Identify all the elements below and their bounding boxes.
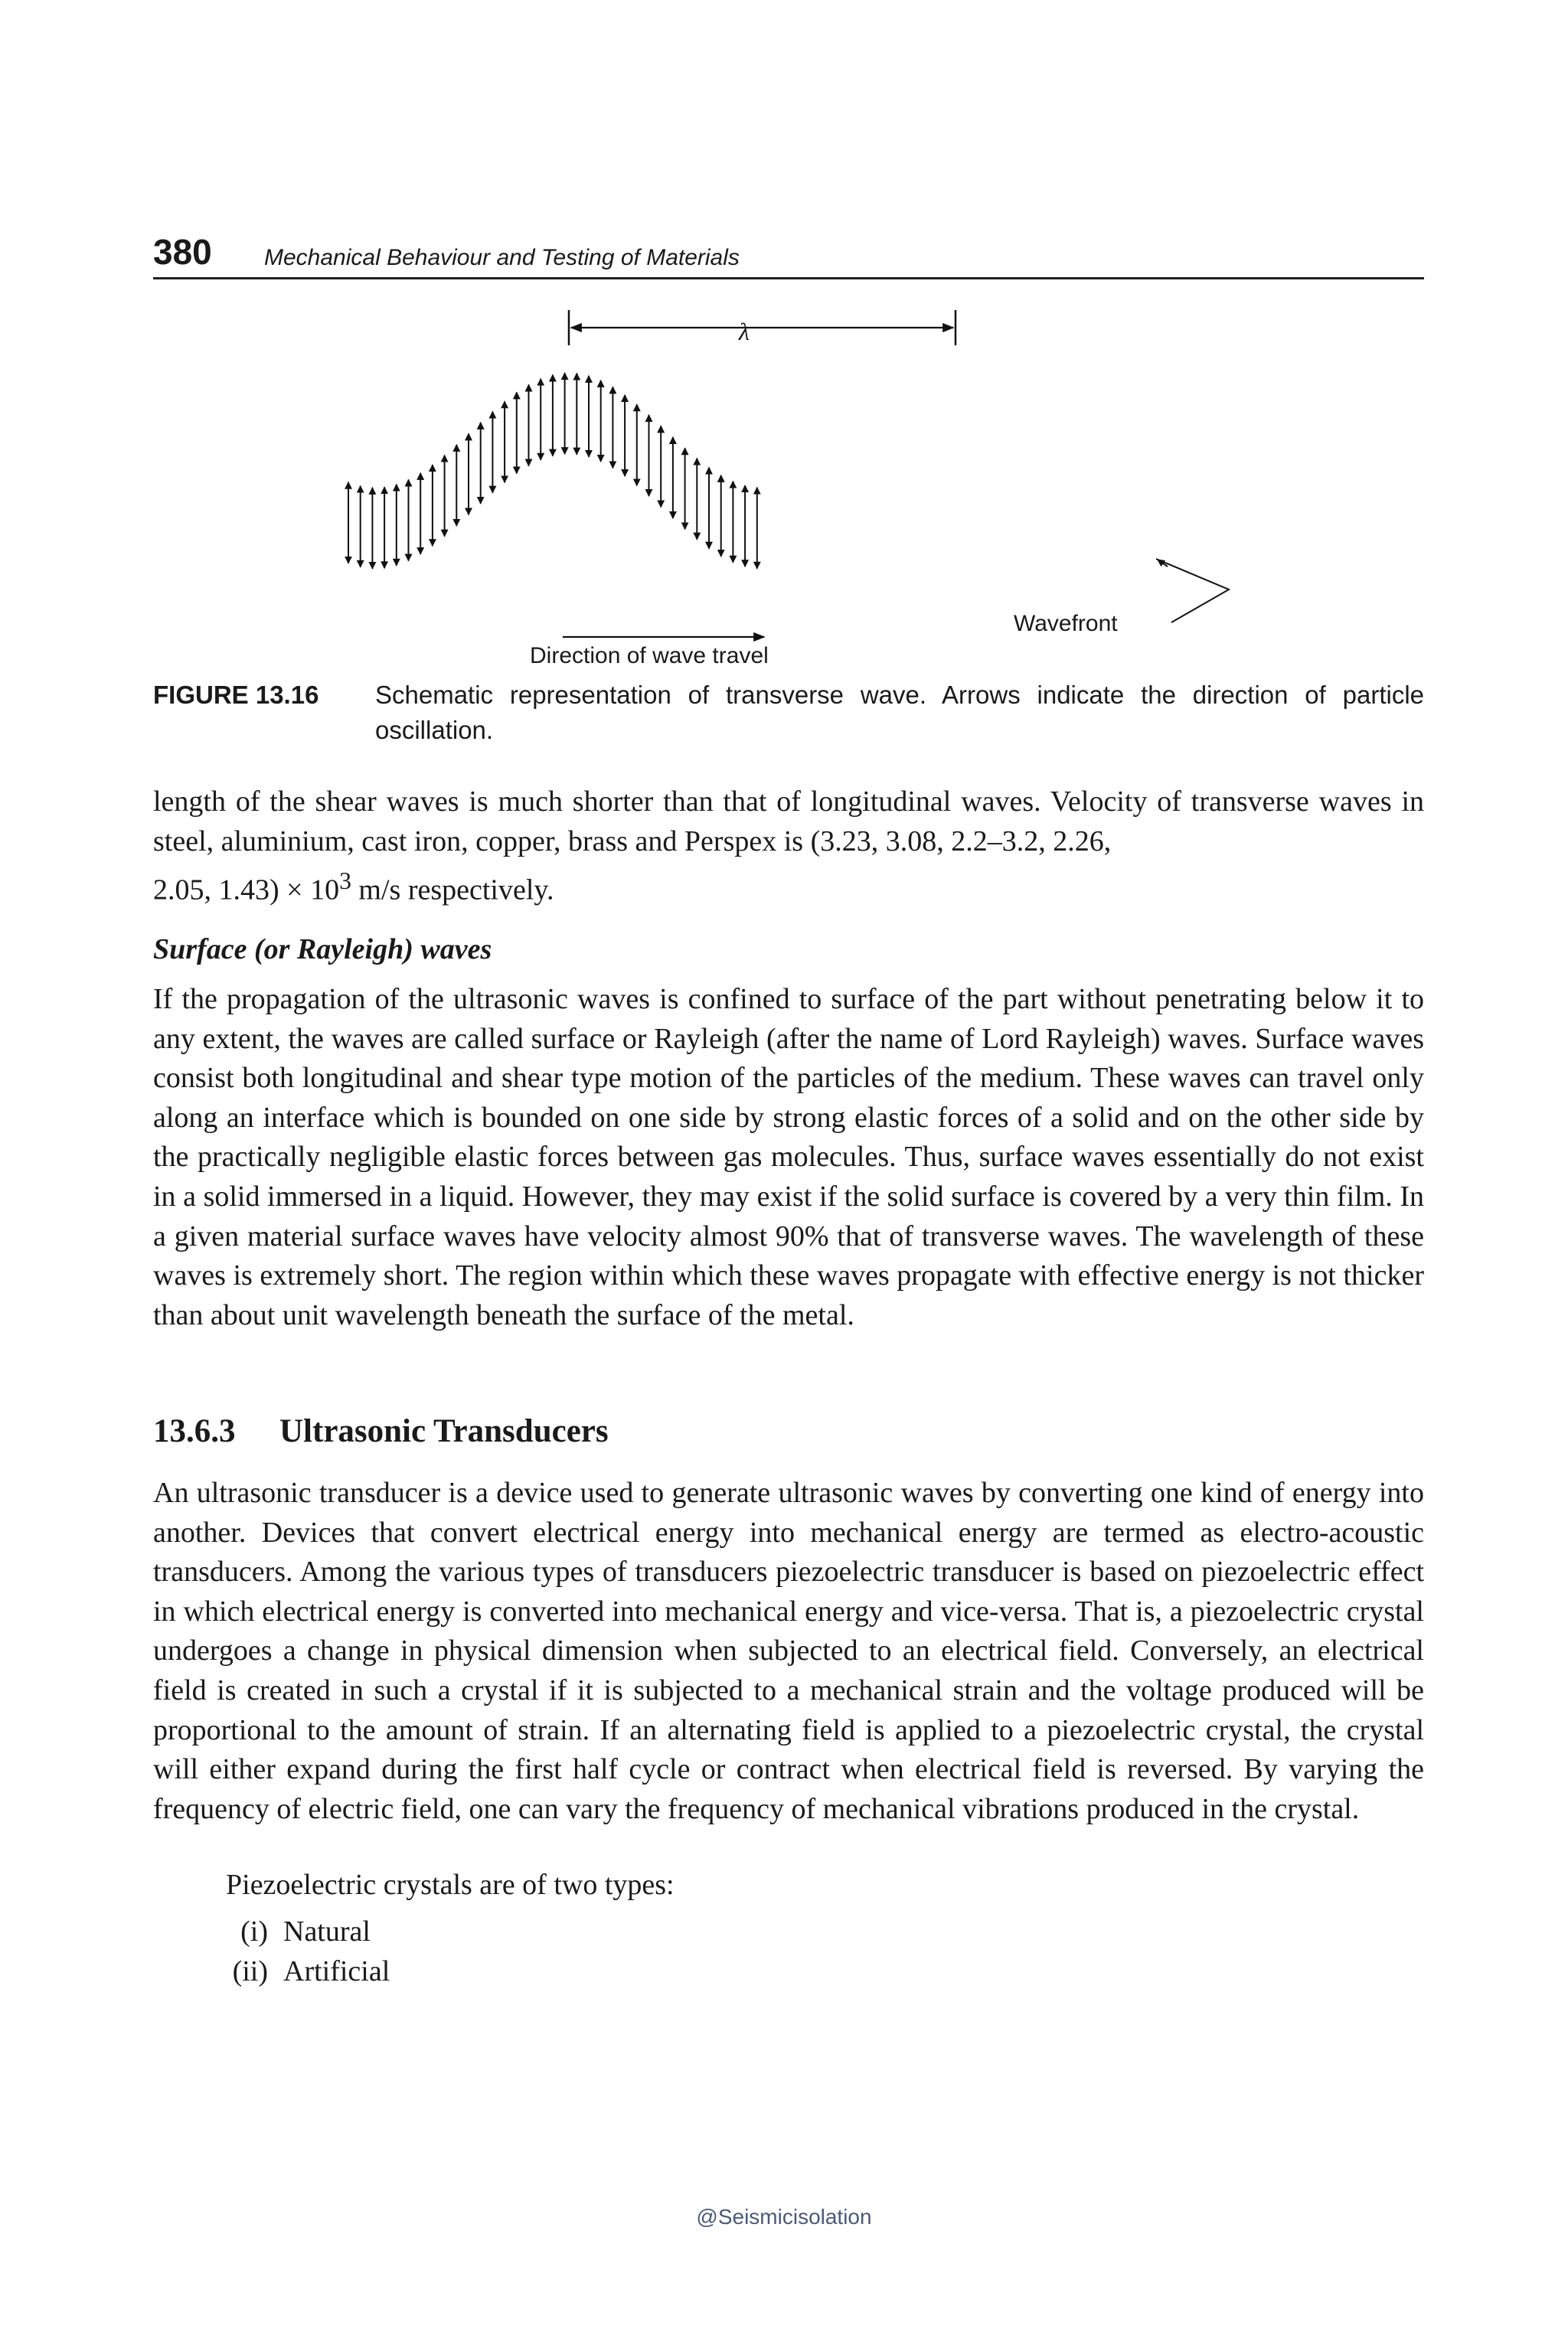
particle-oscillation-arrows xyxy=(348,373,757,569)
section-number: 13.6.3 xyxy=(153,1413,236,1449)
paragraph-line: 2.05, 1.43) × 10 xyxy=(153,874,340,906)
transverse-wave-figure xyxy=(337,302,1271,685)
watermark: @Seismicisolation xyxy=(696,2205,872,2229)
book-title: Mechanical Behaviour and Testing of Materials xyxy=(264,245,740,270)
list-marker: (ii) xyxy=(232,1955,268,1987)
paragraph-line: m/s respectively. xyxy=(351,874,554,906)
section-heading xyxy=(153,1412,609,1450)
wavelength-label: λ xyxy=(739,318,750,345)
paragraph-line: length of the shear waves is much shorter than that of longitudinal waves. Velocity of transverse xyxy=(153,785,1309,818)
wavelength-dimension xyxy=(569,310,956,345)
caption-text: Schematic representation of transverse wave. Arrows indicate the direction of particle oscillation. xyxy=(375,681,1424,744)
paragraph-line: waves in steel, aluminium, cast iron, copper, brass and Perspex is (3.23, 3.08, 2.2–3.2, 2.26, xyxy=(153,785,1425,857)
page-number: 380 xyxy=(153,232,212,272)
direction-of-travel-label: Direction of wave travel xyxy=(530,643,769,668)
list-marker: (i) xyxy=(240,1915,268,1948)
wavefront-pointer xyxy=(1156,559,1229,622)
paragraph-crystal-types: Piezoelectric crystals are of two types: xyxy=(226,1869,675,1901)
paragraph-transducers: An ultrasonic transducer is a device used to generate ultrasonic waves by converting one kind of energy into another. Devices that convert electrical energy into mechanical energy are termed as electro-acoustic transducers. Among the various types of transducers piezoelectric transducer is based on piezoelectric effect in which electrical energy is converted into mechanical energy and vice-versa. That is, a piezoelectric crystal undergoes a change in physical dimension when subjected to an electrical field. Conversely, an electrical field is created in such a crystal if it is subjected to a mechanical strain and the voltage produced will be proportional to the amount of strain. If an alternating field is applied to a piezoelectric crystal, the crystal will either expand during the first half cycle or contract when electrical field is reversed. By varying the frequency of electric field, one can vary the frequency of mechanical vibrations produced in the crystal. xyxy=(153,1477,1424,1825)
wave-diagram xyxy=(337,302,1271,685)
wavefront-label: Wavefront xyxy=(1014,611,1118,636)
subheading-surface-waves: Surface (or Rayleigh) waves xyxy=(153,933,492,965)
exponent: 3 xyxy=(339,867,351,895)
caption-label: FIGURE 13.16 xyxy=(153,681,319,709)
section-title: Ultrasonic Transducers xyxy=(279,1413,609,1449)
list-text: Natural xyxy=(283,1915,371,1948)
list-text: Artificial xyxy=(283,1955,390,1987)
paragraph-shear-velocity xyxy=(153,782,1424,910)
running-header xyxy=(153,230,1424,279)
paragraph-surface-waves: If the propagation of the ultrasonic waves is confined to surface of the part without penetrating below it to any extent, the waves are called surface or Rayleigh (after the name of Lord Rayleigh) waves. Surface waves consist both longitudinal and shear type motion of the particles of the medium. These waves can travel only along an interface which is bounded on one side by strong elastic forces of a solid and on the other side by the practically negligible elastic forces between gas molecules. Thus, surface waves essentially do not exist in a solid immersed in a liquid. However, they may exist if the solid surface is covered by a very thin film. In a given material surface waves have velocity almost 90% that of transverse waves. The wavelength of these waves is extremely short. The region within which these waves propagate with effective energy is not thicker than about unit wavelength beneath the surface of the metal. xyxy=(153,983,1424,1331)
